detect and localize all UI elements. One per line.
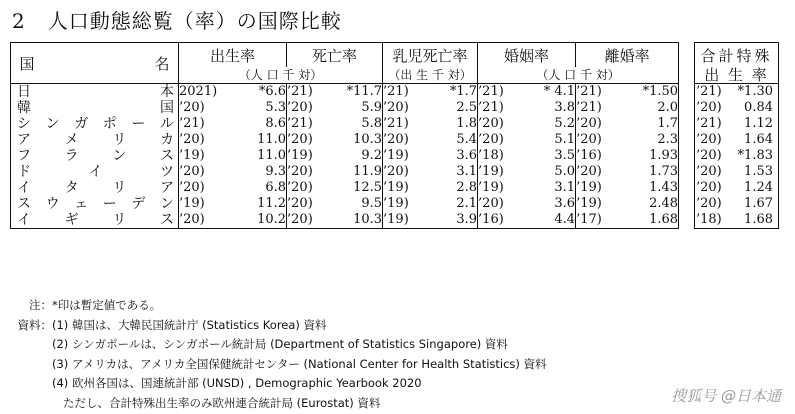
value-cell: 3.1 [456,164,478,179]
header-divorce: 離婚率 [576,43,679,68]
tfr-row [695,116,779,132]
tfr-cell [695,196,779,212]
country-char: ス [159,148,174,164]
value-cell: 3.6 [554,196,576,211]
value-cell: 5.9 [361,100,383,115]
title-number: 2 [12,9,26,33]
value-cell: 3.8 [554,100,576,115]
country-char: ギ [64,212,79,228]
tfr-year: ’20) [696,196,722,211]
value-cell: 11.9 [353,164,383,179]
tfr-cell [695,116,779,132]
country-char: 国 [160,100,174,116]
tfr-row [695,164,779,180]
year-cell: 2021) [179,84,227,101]
tfr-row [695,180,779,196]
year-cell: ’21) [576,84,616,101]
year-cell: ’21) [383,84,421,101]
watermark: 搜狐号 @日本通 [671,387,781,405]
tfr-value: 1.12 [744,116,773,131]
value-cell: 10.3 [353,212,383,227]
year-cell: ’19) [576,180,616,196]
source-1: (1) 韓国は、大韓民国統計庁 (Statistics Korea) 資料 [52,317,327,332]
tfr-value: 1.24 [744,180,773,195]
tfr-cell [695,164,779,180]
tfr-row [695,132,779,148]
year-cell: ’16) [576,148,616,164]
country-cell [11,196,179,212]
title-text: 人口動態総覧（率）の国際比較 [47,9,342,33]
tfr-year: ’18) [696,212,722,227]
value-cell: 1.68 [649,212,679,227]
value-cell: 5.1 [554,132,576,147]
value-cell: 5.3 [265,100,287,115]
tfr-year: ’20) [696,132,722,147]
table-row [11,164,679,180]
year-cell: ’21) [478,100,516,116]
year-cell: ’21) [179,116,227,132]
tfr-value: 1.64 [744,132,773,147]
year-cell: ’19) [383,148,421,164]
country-char: フ [17,148,31,164]
table-row [11,132,679,148]
value-cell: 3.5 [554,148,576,163]
year-cell: ’20) [179,164,227,180]
country-char: ア [159,180,174,196]
value-cell: 3.9 [456,212,478,227]
year-cell: ’17) [576,212,616,229]
country-cell [11,116,179,132]
year-cell: ’21) [287,116,331,132]
year-cell: ’20) [287,196,331,212]
tfr-table [694,42,779,229]
year-cell: ’20) [287,100,331,116]
tfr-cell [695,132,779,148]
header-birth: 出生率 [179,43,287,68]
country-char: ェ [74,196,89,212]
country-cell [11,180,179,196]
tfr-cell [695,148,779,164]
table-row [11,100,679,116]
value-cell: 6.8 [265,180,287,195]
tfr-value: 1.68 [744,212,773,227]
year-cell: ’20) [287,132,331,148]
country-cell [11,84,179,101]
value-cell: *6.6 [258,84,287,99]
country-char: ガ [74,116,89,132]
value-cell: 9.3 [265,164,287,179]
year-cell: ’21) [287,84,331,101]
table-row [11,116,679,132]
country-char: ン [112,148,127,164]
country-char: シ [17,116,31,132]
value-cell: 5.8 [361,116,383,131]
year-cell: ’19) [576,196,616,212]
year-cell: ’16) [478,212,516,229]
header-per-thousand: （人 口 千 対） [179,67,383,84]
value-cell: *1.7 [449,84,478,99]
main-table [10,42,679,229]
tfr-year: ’20) [696,148,722,163]
header-country: 国 名 [11,43,179,84]
tfr-cell [695,180,779,196]
page-title [12,5,342,34]
source-4: (4) 欧州各国は、国連統計部 (UNSD) , Demographic Yearbook 2020 [52,376,422,391]
note-label: 注： [29,298,52,312]
tfr-row [695,84,779,101]
country-char: タ [64,180,79,196]
value-cell: 2.1 [456,196,478,211]
year-cell: ’21) [478,84,516,101]
value-cell: 8.6 [265,116,287,131]
year-cell: ’20) [287,180,331,196]
tfr-value: *1.30 [737,84,773,99]
value-cell: 2.8 [456,180,478,195]
table-row [11,180,679,196]
note-text: *印は暫定値である。 [52,298,162,312]
country-char: ド [17,164,31,180]
country-char: イ [88,164,103,180]
notes-section [14,296,547,414]
country-char: 日 [17,84,31,100]
country-char: ー [102,196,117,212]
year-cell: ’19) [287,148,331,164]
value-cell: 11.0 [257,132,287,147]
tfr-cell [695,212,779,229]
tfr-row [695,148,779,164]
value-cell: 5.2 [554,116,576,131]
year-cell: ’20) [179,100,227,116]
year-cell: ’20) [576,164,616,180]
value-cell: 1.43 [649,180,679,195]
header-death: 死亡率 [287,43,383,68]
tfr-cell [695,100,779,116]
year-cell: ’20) [383,164,421,180]
country-char: イ [17,180,31,196]
value-cell: 9.2 [361,148,383,163]
value-cell: 3.1 [554,180,576,195]
tfr-row [695,196,779,212]
value-cell: * 4.1 [543,84,576,99]
country-char: ル [159,116,174,132]
year-cell: ’20) [478,132,516,148]
tfr-value: 1.53 [744,164,773,179]
value-cell: 11.0 [257,148,287,163]
country-char: ス [159,212,174,228]
country-cell [11,132,179,148]
year-cell: ’19) [478,180,516,196]
country-char: 韓 [17,100,31,116]
tfr-year: ’21) [696,116,722,131]
header-infant: 乳児死亡率 [383,43,478,68]
source-3: (3) アメリカは、アメリカ全国保健統計センター (National Center for Health Statistics) 資料 [52,356,547,371]
tfr-cell [695,84,779,101]
country-char: ン [45,116,60,132]
table-row [11,148,679,164]
tfr-year: ’20) [696,164,722,179]
value-cell: 2.3 [657,132,679,147]
year-cell: ’20) [287,212,331,229]
table-row [11,212,679,229]
value-cell: 2.48 [649,196,679,211]
country-char: イ [17,212,31,228]
country-cell [11,164,179,180]
header-per-thousand-2: （人 口 千 対） [478,67,679,84]
year-cell: ’21) [576,100,616,116]
tfr-value: 0.84 [744,100,773,115]
country-char: メ [64,132,79,148]
value-cell: 2.5 [456,100,478,115]
header-per-thousand-births: （出 生 千 対） [383,67,478,84]
year-cell: ’19) [179,148,227,164]
value-cell: 12.5 [353,180,383,195]
value-cell: 10.2 [257,212,287,227]
country-char: 本 [160,84,174,100]
year-cell: ’20) [179,212,227,229]
year-cell: ’19) [179,196,227,212]
year-cell: ’20) [287,164,331,180]
value-cell: 1.73 [649,164,679,179]
country-char: デ [131,196,146,212]
year-cell: ’20) [383,100,421,116]
country-char: リ [112,212,127,228]
value-cell: 5.0 [554,164,576,179]
header-marriage: 婚姻率 [478,43,576,68]
country-char: ウ [45,196,60,212]
value-cell: 1.93 [649,148,679,163]
year-cell: ’20) [478,196,516,212]
country-char: リ [112,132,127,148]
year-cell: ’19) [383,212,421,229]
tfr-row [695,212,779,229]
year-cell: ’21) [383,116,421,132]
country-cell [11,100,179,116]
country-char: ア [17,132,31,148]
source-5: ただし、合計特殊出生率のみ欧州連合統計局 (Eurostat) 資料 [63,395,381,410]
country-char: ー [131,116,146,132]
value-cell: *1.50 [642,84,679,99]
value-cell: *11.7 [346,84,383,99]
value-cell: 3.6 [456,148,478,163]
year-cell: ’20) [383,132,421,148]
tfr-value: 1.67 [744,196,773,211]
year-cell: ’19) [383,196,421,212]
country-cell [11,212,179,229]
tfr-year: ’20) [696,100,722,115]
tfr-year: ’20) [696,180,722,195]
value-cell: 5.4 [456,132,478,147]
value-cell: 4.4 [554,212,576,227]
country-char: ラ [64,148,79,164]
source-2: (2) シンガポールは、シンガポール統計局 (Department of Statistics Singapore) 資料 [52,337,508,352]
country-char: ン [159,196,174,212]
year-cell: ’19) [478,164,516,180]
year-cell: ’20) [179,180,227,196]
table-row [11,84,679,101]
country-char: カ [159,132,174,148]
country-char: ポ [102,116,117,132]
value-cell: 1.8 [456,116,478,131]
country-char: ス [17,196,31,212]
tfr-row [695,100,779,116]
tfr-year: ’21) [696,84,722,99]
year-cell: ’18) [478,148,516,164]
value-cell: 11.2 [257,196,287,211]
year-cell: ’20) [179,132,227,148]
table-row [11,196,679,212]
year-cell: ’20) [576,116,616,132]
year-cell: ’20) [576,132,616,148]
year-cell: ’19) [383,180,421,196]
value-cell: 1.7 [657,116,679,131]
country-char: リ [112,180,127,196]
year-cell: ’20) [478,116,516,132]
country-char: ツ [160,164,174,180]
header-tfr-line2: 出 生 率 [695,67,779,84]
country-cell [11,148,179,164]
tfr-value: *1.83 [737,148,773,163]
value-cell: 9.5 [361,196,383,211]
source-label: 資料： [17,317,52,332]
value-cell: 10.3 [353,132,383,147]
header-tfr-line1: 合計特殊 [700,47,773,65]
value-cell: 2.0 [657,100,679,115]
